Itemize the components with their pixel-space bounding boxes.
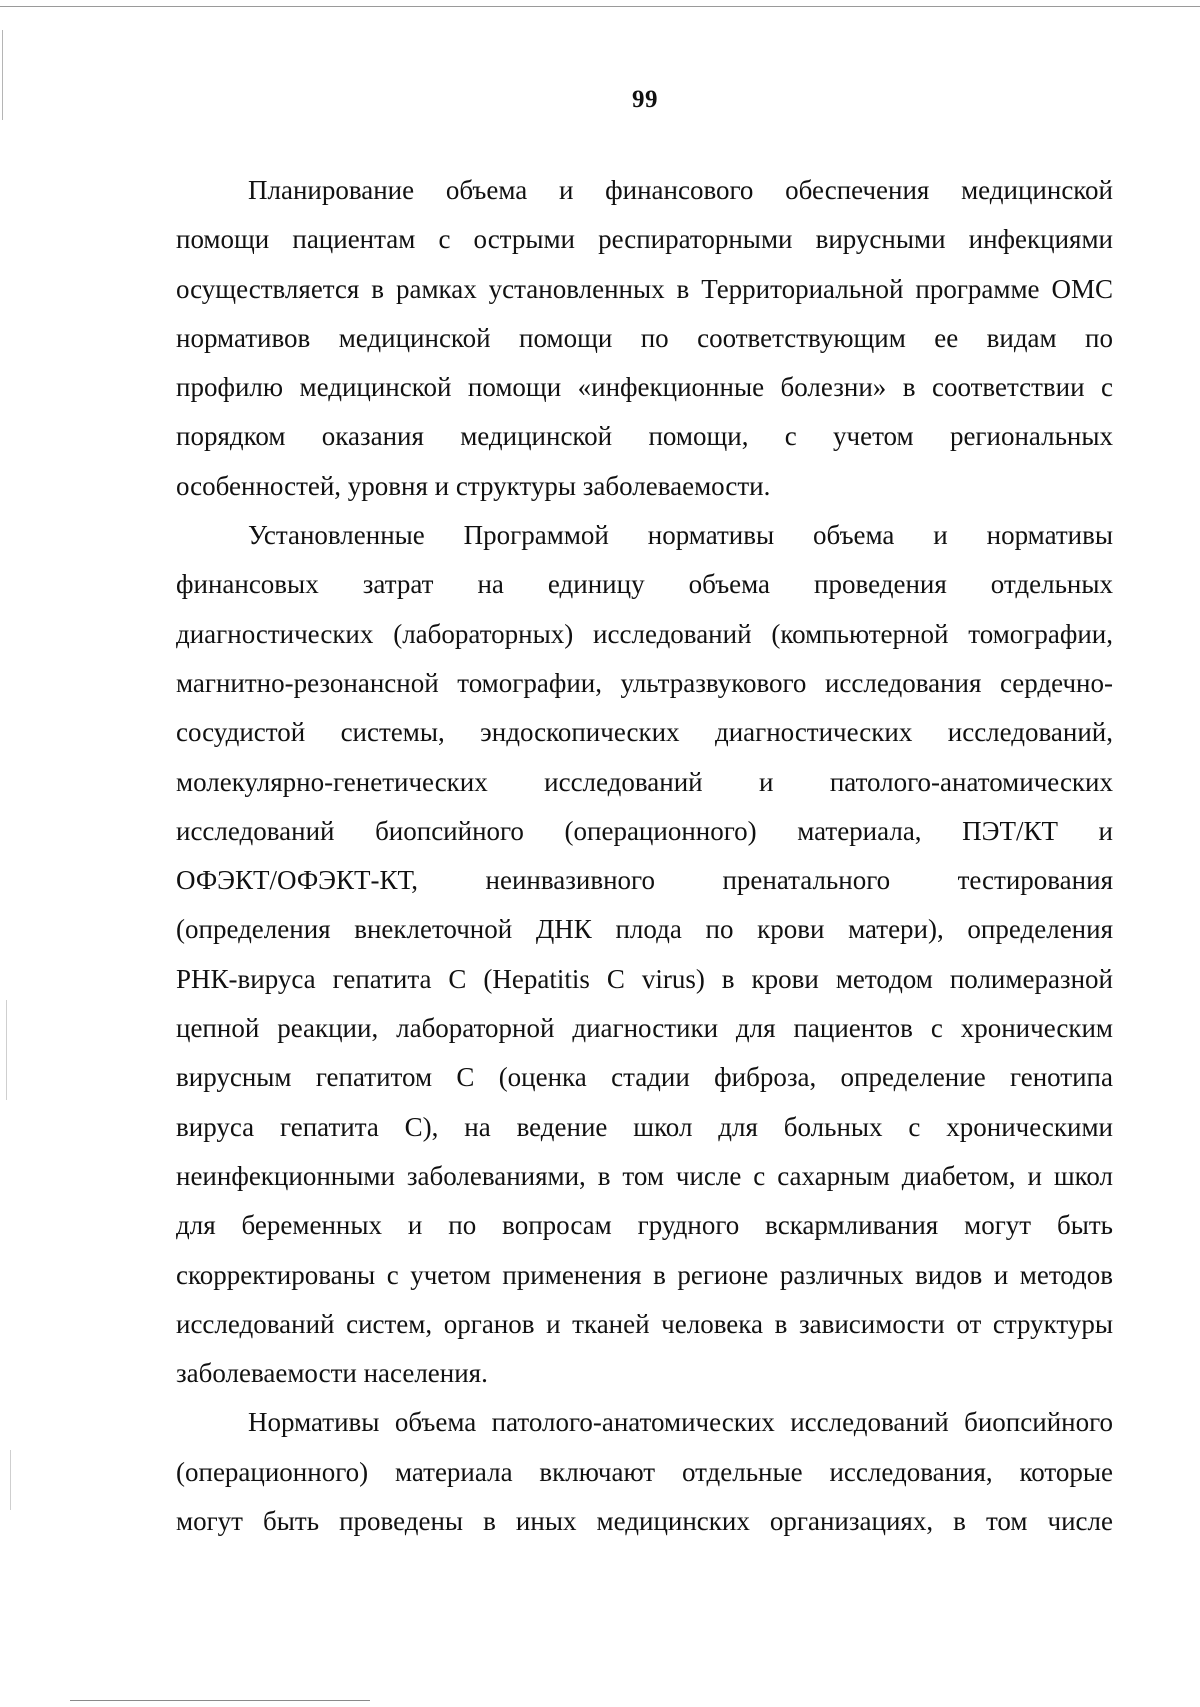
text-line: магнитно-резонансной томографии, ультразвукового исследования сердечно- — [176, 667, 1113, 698]
text-line: помощи пациентам с острыми респираторными вирусными инфекциями — [176, 224, 1113, 255]
paragraph-norms — [176, 511, 1113, 1398]
paragraph-planning — [176, 166, 1113, 511]
text-line: могут быть проведены в иных медицинских организациях, в том числе — [176, 1506, 1113, 1537]
text-line: профилю медицинской помощи «инфекционные болезни» в соответствии с — [176, 372, 1113, 403]
text-line: Установленные Программой нормативы объема и нормативы — [248, 520, 1113, 551]
text-line: для беременных и по вопросам грудного вскармливания могут быть — [176, 1210, 1113, 1241]
text-line: (определения внеклеточной ДНК плода по крови матери), определения — [176, 914, 1113, 945]
body-text — [176, 166, 1113, 1546]
text-line: вирусным гепатитом С (оценка стадии фиброза, определение генотипа — [176, 1062, 1113, 1093]
text-line: исследований систем, органов и тканей человека в зависимости от структуры — [176, 1308, 1113, 1339]
text-line: вируса гепатита С), на ведение школ для больных с хроническими — [176, 1111, 1113, 1142]
text-line: исследований биопсийного (операционного) материала, ПЭТ/КТ и — [176, 815, 1113, 846]
text-line: сосудистой системы, эндоскопических диагностических исследований, — [176, 717, 1113, 748]
text-line: ОФЭКТ/ОФЭКТ-КТ, неинвазивного пренатального тестирования — [176, 865, 1113, 896]
text-line: порядком оказания медицинской помощи, с учетом региональных — [176, 421, 1113, 452]
scan-edge-top — [0, 6, 1200, 7]
text-line: особенностей, уровня и структуры заболеваемости. — [176, 470, 771, 501]
text-line: заболеваемости населения. — [176, 1358, 488, 1389]
scan-edge-left-mark-lower — [10, 1450, 11, 1510]
text-line: скорректированы с учетом применения в регионе различных видов и методов — [176, 1259, 1113, 1290]
text-line: РНК-вируса гепатита С (Hepatitis С virus) в крови методом полимеразной — [176, 963, 1113, 994]
text-line: финансовых затрат на единицу объема проведения отдельных — [176, 569, 1113, 600]
text-line: (операционного) материала включают отдельные исследования, которые — [176, 1456, 1113, 1487]
text-line: Планирование объема и финансового обеспечения медицинской — [248, 175, 1113, 205]
text-line: осуществляется в рамках установленных в Территориальной программе ОМС — [176, 273, 1113, 304]
paragraph-pathology — [176, 1398, 1113, 1546]
text-line: диагностических (лабораторных) исследований (компьютерной томографии, — [176, 618, 1113, 649]
text-line: нормативов медицинской помощи по соответствующим ее видам по — [176, 322, 1113, 353]
scan-edge-left-mark — [6, 1000, 7, 1100]
text-line: цепной реакции, лабораторной диагностики для пациентов с хроническим — [176, 1013, 1113, 1044]
scan-edge-bottom — [70, 1700, 370, 1701]
text-line: молекулярно-генетических исследований и патолого-анатомических — [176, 766, 1113, 797]
page-number: 99 — [632, 86, 658, 113]
text-line: Нормативы объема патолого-анатомических исследований биопсийного — [248, 1407, 1113, 1438]
text-line: неинфекционными заболеваниями, в том числе с сахарным диабетом, и школ — [176, 1160, 1113, 1191]
